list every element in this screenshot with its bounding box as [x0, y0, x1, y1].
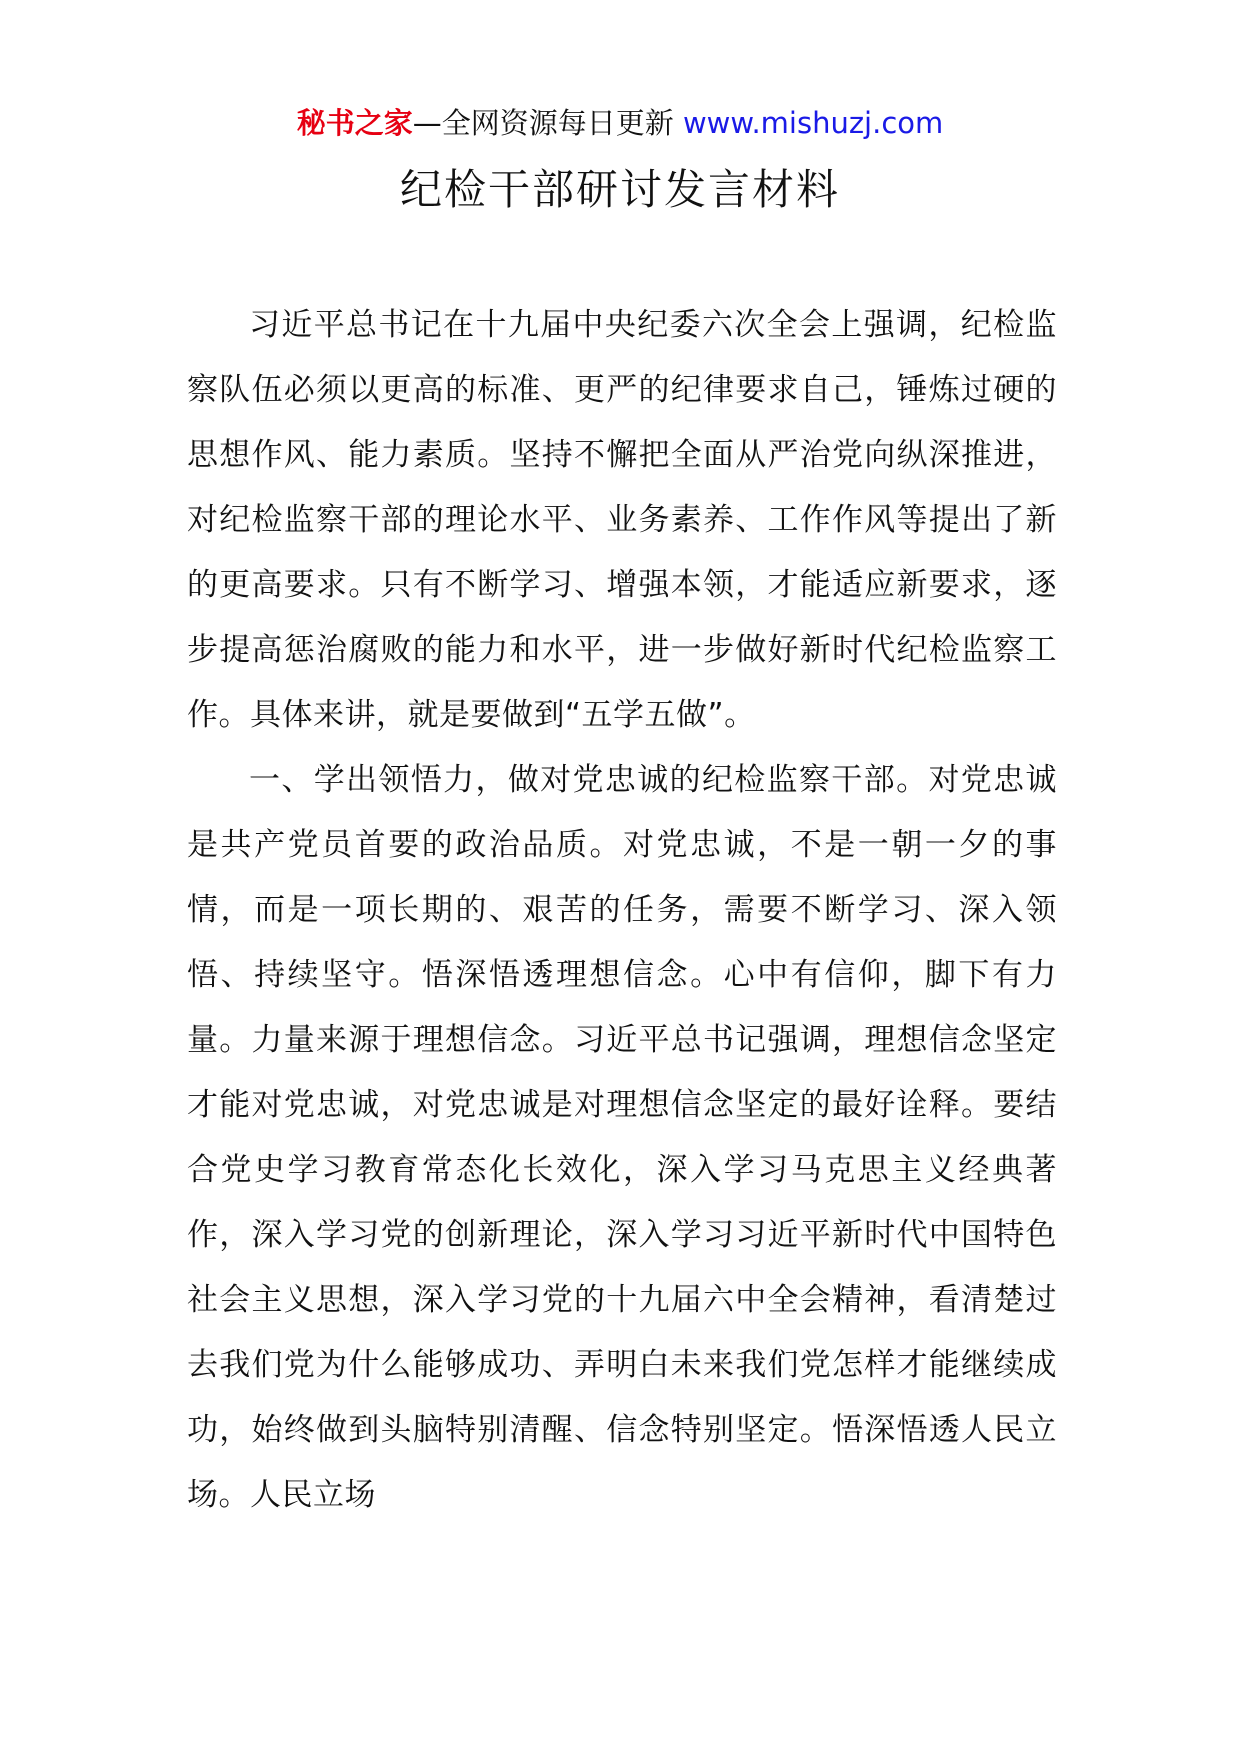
paragraph-section-1 — [187, 748, 1057, 1528]
site-url-link[interactable]: www.mishuzj.com — [682, 106, 944, 140]
site-tagline: —全网资源每日更新 — [412, 106, 683, 140]
paragraph-text: 对党忠诚是共产党员首要的政治品质。对党忠诚，不是一朝一夕的事情，而是一项长期的、艰苦的任务，需要不断学习、深入领悟、持续坚守。悟深悟透理想信念。心中有信仰，脚下有力量。力量来源于理想信念。习近平总书记强调，理想信念坚定才能对党忠诚，对党忠诚是对理想信念坚定的最好诠释。要结合党史学习教育常态化长效化，深入学习马克思主义经典著作，深入学习党的创新理论，深入学习习近平新时代中国特色社会主义思想，深入学习党的十九届六中全会精神，看清楚过去我们党为什么能够成功、弄明白未来我们党怎样才能继续成功，始终做到头脑特别清醒、信念特别坚定。悟深悟透人民立场。人民立场 — [187, 762, 1057, 1513]
document-title: 纪检干部研讨发言材料 — [399, 165, 840, 214]
document-body — [187, 293, 1057, 1528]
site-header — [0, 101, 1240, 145]
brand-name: 秘书之家 — [296, 106, 413, 140]
section-heading: 一、学出领悟力，做对党忠诚的纪检监察干部。 — [249, 762, 929, 798]
paragraph-intro — [187, 293, 1057, 748]
paragraph-text: 习近平总书记在十九届中央纪委六次全会上强调，纪检监察队伍必须以更高的标准、更严的纪律要求自己，锤炼过硬的思想作风、能力素质。坚持不懈把全面从严治党向纵深推进，对纪检监察干部的理论水平、业务素养、工作作风等提出了新的更高要求。只有不断学习、增强本领，才能适应新要求，逐步提高惩治腐败的能力和水平，进一步做好新时代纪检监察工作。具体来讲，就是要做到“五学五做”。 — [187, 307, 1057, 733]
